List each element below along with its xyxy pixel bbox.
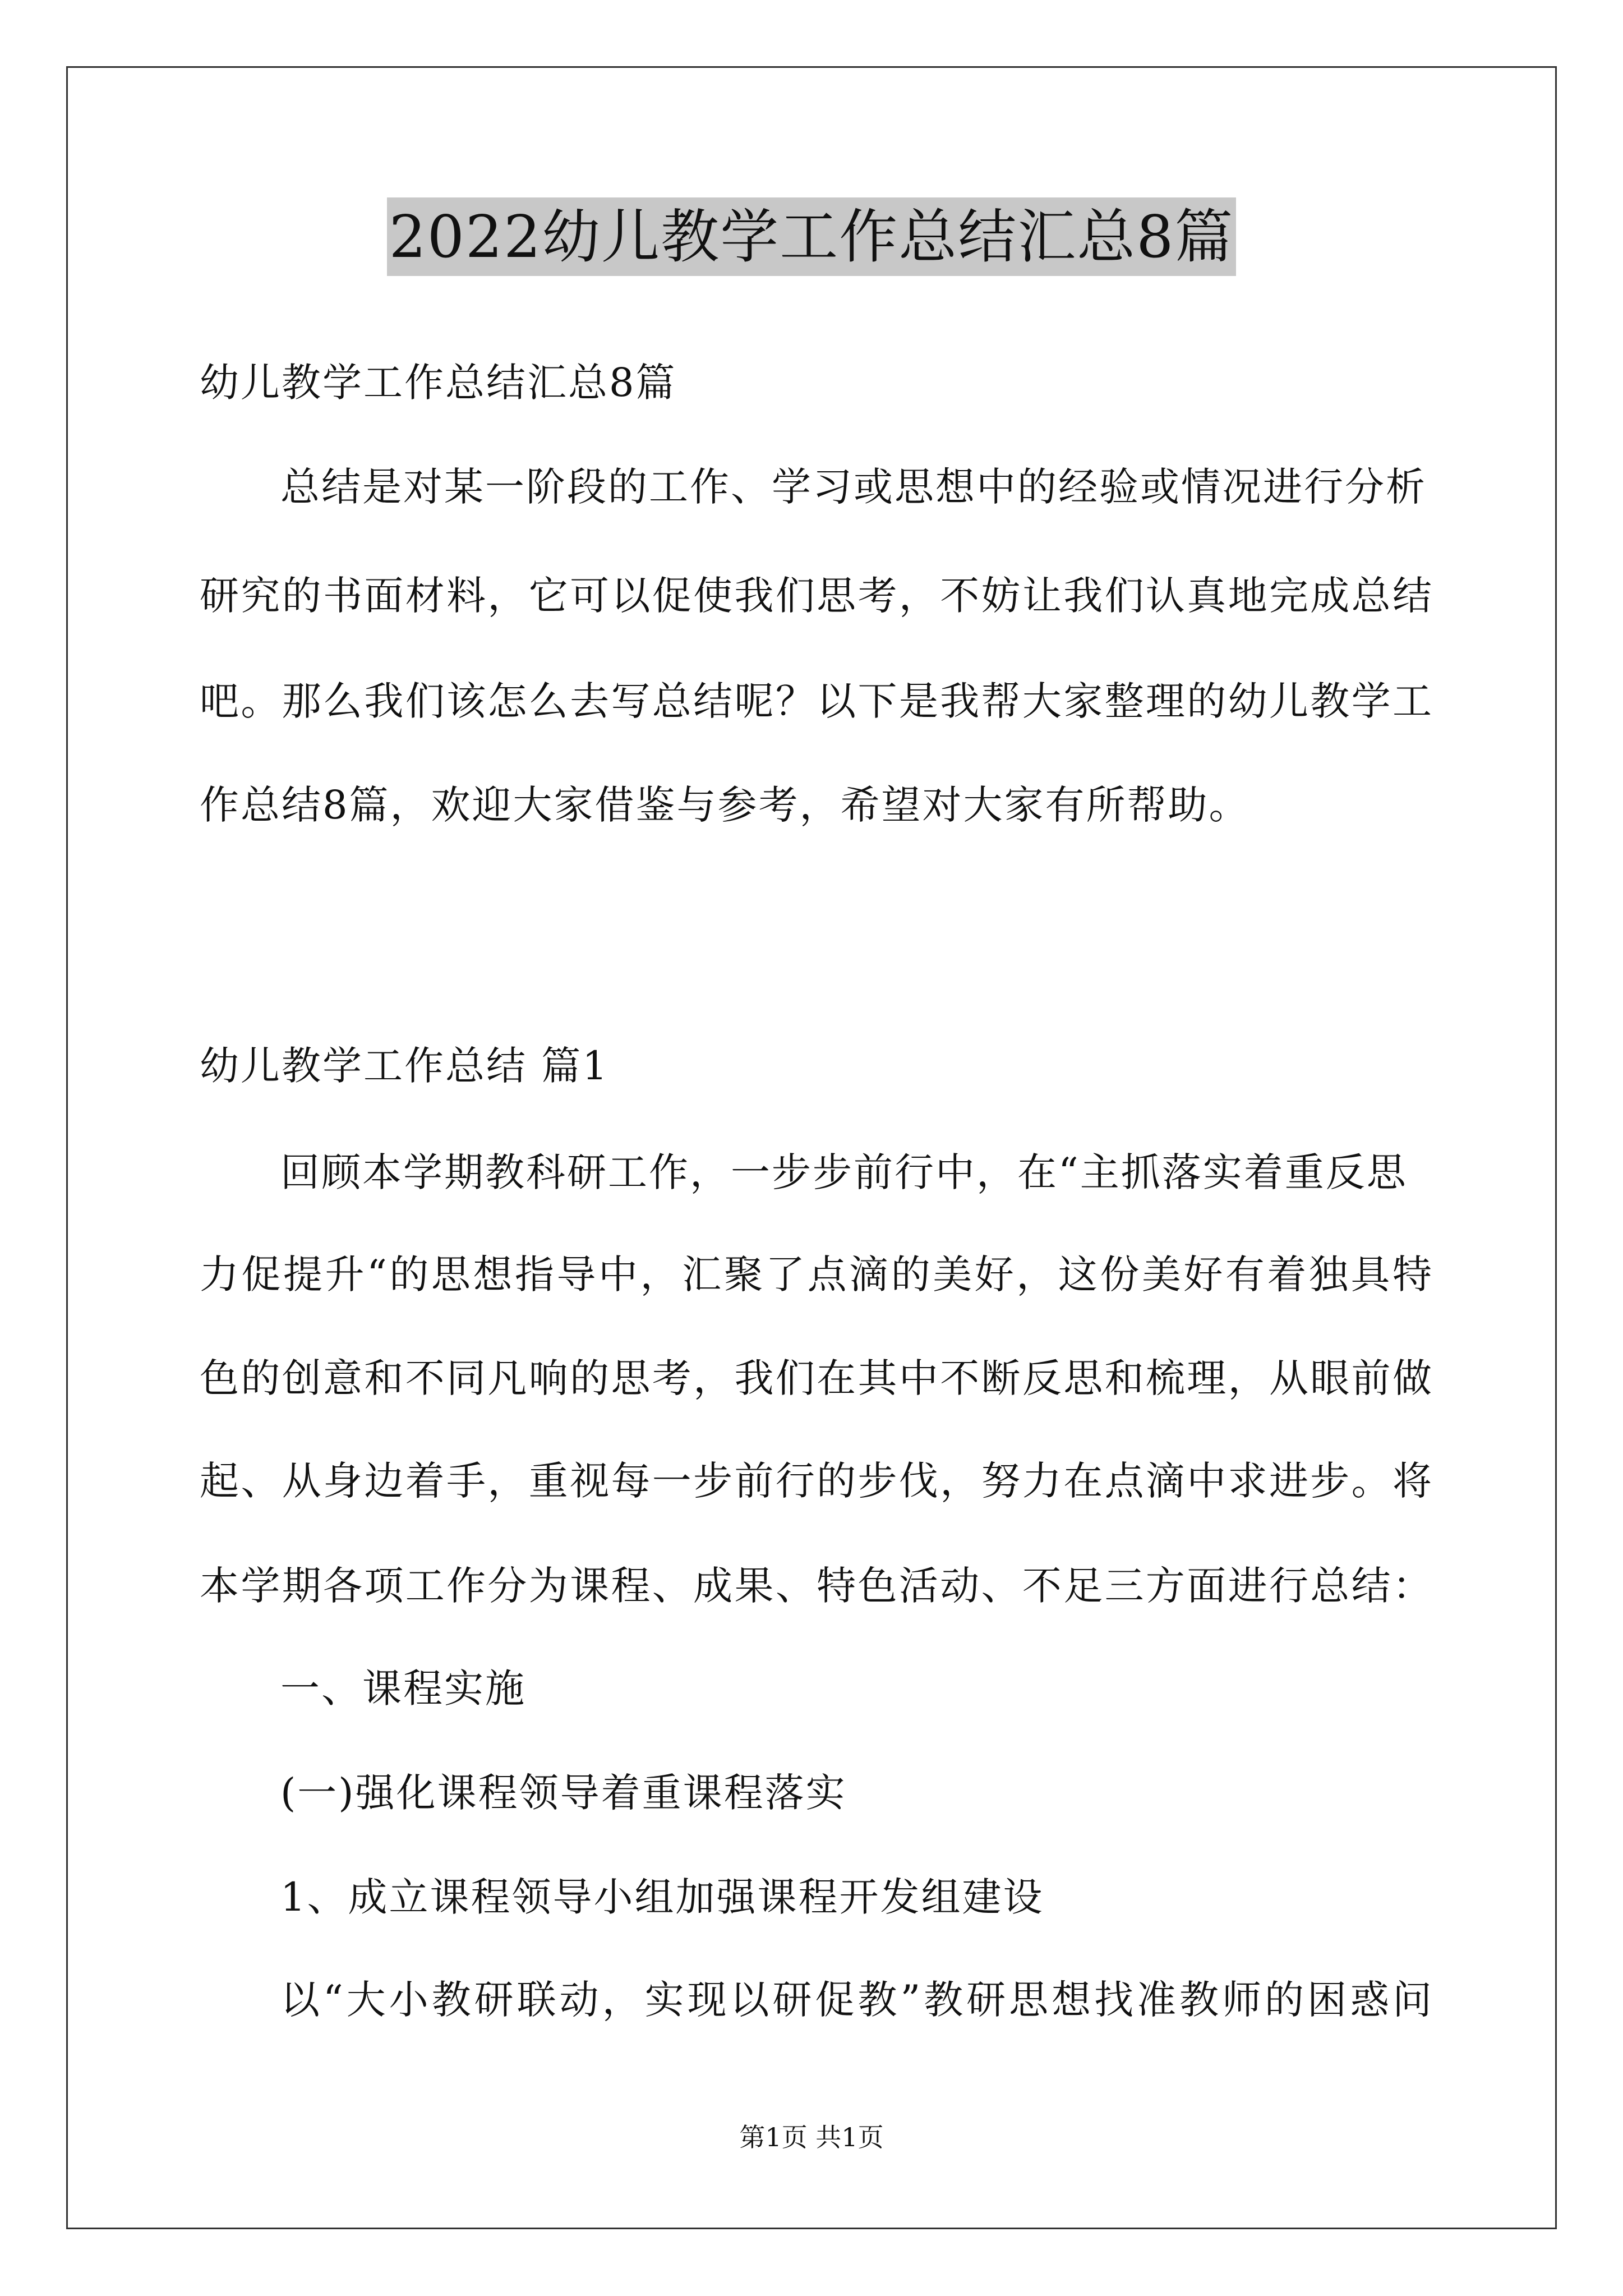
section-line-2: 力促提升“的思想指导中，汇聚了点滴的美好，这份美好有着独具特 (200, 1251, 1433, 1297)
section-line-3: 色的创意和不同凡响的思考，我们在其中不断反思和梳理，从眼前做 (200, 1355, 1433, 1401)
section-line-4: 起、从身边着手，重视每一步前行的步伐，努力在点滴中求进步。将 (200, 1458, 1433, 1504)
intro-line-1: 总结是对某一阶段的工作、学习或思想中的经验或情况进行分析 (280, 464, 1427, 510)
document-title: 2022幼儿教学工作总结汇总8篇 (387, 197, 1237, 276)
page-footer: 第1页 共1页 (739, 2122, 884, 2152)
intro-line-3: 吧。那么我们该怎么去写总结呢？以下是我帮大家整理的幼儿教学工 (200, 678, 1433, 724)
intro-line-4: 作总结8篇，欢迎大家借鉴与参考，希望对大家有所帮助。 (200, 782, 1250, 828)
body-line-last: 以“大小教研联动，实现以研促教”教研思想找准教师的困惑问 (280, 1977, 1433, 2023)
heading-level-1: 一、课程实施 (280, 1665, 526, 1711)
section-line-5: 本学期各项工作分为课程、成果、特色活动、不足三方面进行总结： (200, 1563, 1433, 1609)
title-container (0, 197, 1623, 276)
heading-level-2: (一)强化课程领导着重课程落实 (280, 1770, 847, 1816)
intro-line-2: 研究的书面材料，它可以促使我们思考，不妨让我们认真地完成总结 (200, 573, 1433, 619)
heading-level-3: 1、成立课程领导小组加强课程开发组建设 (280, 1874, 1044, 1920)
document-subtitle: 幼儿教学工作总结汇总8篇 (200, 360, 677, 406)
section-line-1: 回顾本学期教科研工作，一步步前行中，在“主抓落实着重反思 (280, 1149, 1408, 1195)
section-heading: 幼儿教学工作总结 篇1 (200, 1043, 609, 1089)
